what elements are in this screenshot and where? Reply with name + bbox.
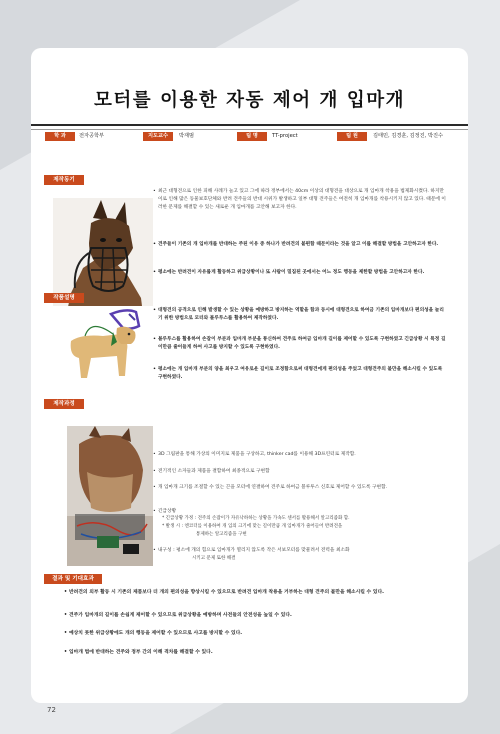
description-paragraph-2 <box>153 336 448 352</box>
process-text-4: 긴급상황 <box>158 509 177 514</box>
motivation-text-2: 견주들이 기존의 개 입마개를 반대하는 주된 이유 중 하나가 반려견의 불편함 때문이라는 것을 알고 이를 해결할 방법을 고안하고자 한다. <box>158 242 439 247</box>
results-text-4: 입마개 법에 반대하는 견주와 정부 간의 이해 격차를 해결할 수 있다. <box>69 650 213 655</box>
process-paragraph-5-cont: 시키고 문제 또한 해결 <box>192 556 236 561</box>
page-number: 72 <box>47 706 56 714</box>
bullet: • <box>64 590 68 595</box>
process-paragraph-3 <box>153 484 448 492</box>
advisor-label: 지도교수 <box>143 132 173 141</box>
bullet: • <box>64 650 68 655</box>
motivation-paragraph-2 <box>153 241 448 249</box>
bullet: • <box>153 452 156 457</box>
bullet: • <box>153 337 156 342</box>
motivation-paragraph-1 <box>153 188 448 212</box>
process-sub-1: * 긴급상황 가정 : 견주의 손잡이가 자유낙하하는 상황을 가속도 센서를 활용해서 알고리즘화 함. <box>162 516 350 521</box>
description-paragraph-3 <box>153 366 448 382</box>
process-paragraph-2 <box>153 468 448 476</box>
labrador-photo <box>51 306 161 386</box>
results-paragraph-1 <box>64 589 439 597</box>
results-paragraph-4 <box>64 649 439 657</box>
process-text-5: 내구성 : 평소에 개의 힘으로 입마개가 열리지 않도록 작은 서보모터를 맞물려서 전력을 최소화 <box>158 548 350 553</box>
bullet: • <box>153 469 156 474</box>
description-text-2: 블루투스를 활용하여 손잡이 부분과 입마개 부분을 통신하여 견주로 하여금 입마개 길이를 제어할 수 있도록 구현하였고 긴급상황 시 특정 길이만큼 줄어들게 하여 사고를 방지할 수 있도록 구현하였다. <box>158 337 446 350</box>
results-paragraph-2 <box>64 612 439 620</box>
description-paragraph-1 <box>153 307 448 323</box>
results-text-3: 예상치 못한 위급상황에도 개의 행동을 제어할 수 있으므로 사고를 방지할 수 있다. <box>69 631 243 636</box>
process-text-3: 개 입마개 크기를 조절할 수 있는 끈을 모터에 연결하여 견주로 하여금 블루투스 신호로 제어할 수 있도록 구현함. <box>158 485 388 490</box>
motivation-text-3: 평소에는 반려견이 자유롭게 활동하고 위급상황이나 또 사람이 밀집된 곳에서는 어느 정도 행동을 제한할 방법을 고안하고자 한다. <box>158 270 425 275</box>
bullet: • <box>64 613 68 618</box>
description-text-3: 평소에는 개 입마개 부분의 양을 최우고 여유로운 길이로 조정함으로써 대형견에게 편의성을 주었고 대형견주의 불만을 해소시킬 수 있도록 구현하였다. <box>158 367 443 380</box>
members-label: 팀 원 <box>337 132 367 141</box>
results-text-2: 견주가 입마개의 길이를 손쉽게 제어할 수 있으므로 위급상황을 예방하며 사전들의 안전성을 높일 수 있다. <box>69 613 292 618</box>
process-sub-2: * 발생 시 : 엔코더를 이용하여 개 입의 크기에 맞는 길이만큼 개 입마개가 줄어들어 반려견을 <box>162 524 343 529</box>
process-text-1: 3D 그림판을 통해 가상의 이미지로 제품을 구상하고, thinker cad를 이용해 3D프린터로 제작함. <box>158 452 356 457</box>
members-value: 김태민, 김경훈, 김정진, 박진수 <box>373 133 444 139</box>
poster-sheet <box>31 48 468 703</box>
team-value: TT-project <box>272 133 298 139</box>
bullet: • <box>153 189 156 194</box>
advisor-value: 박재범 <box>179 133 195 139</box>
motivation-text-1: 최근 대형견으로 인한 피해 사례가 늘고 있고 그에 따라 정부에서는 40cm 이상의 대형견을 대상으로 개 입마개 착용을 법제화시켰다. 하지만 이로 인해 많은 동물보호단체와 반려 견주들의 반대 시위가 발생하고 일부 대형 견주들은 여전히 개 입마개를 착용시키지 않고 있다. 때문에 이러한 문제를 해결할 수 있는 새로운 개 입마개를 고안해 보고자 한다. <box>158 189 446 210</box>
team-label: 팀 명 <box>237 132 267 141</box>
results-text-1: 반려견의 외부 활동 시 기존의 제품보다 더 개의 편의성을 향상시킬 수 있으므로 반려견 입마개 착용을 거부하는 대형 견주의 불만을 해소시킬 수 있다. <box>69 590 384 595</box>
prototype-photo <box>67 426 153 566</box>
section-label-results: 결과 및 기대효과 <box>44 574 102 584</box>
info-bar <box>45 132 458 142</box>
page-title: 모터를 이용한 자동 제어 개 입마개 <box>94 90 405 111</box>
dept-value: 전자공학부 <box>79 133 105 139</box>
process-text-2: 전기적인 소자들과 제품을 결합하여 최종적으로 구현함 <box>158 469 270 474</box>
title-rule <box>31 124 468 126</box>
motivation-paragraph-3 <box>153 269 448 277</box>
bullet: • <box>153 270 156 275</box>
section-label-process: 제작과정 <box>44 399 84 409</box>
bullet: • <box>153 367 156 372</box>
bullet: • <box>153 548 156 553</box>
process-paragraph-5 <box>153 547 448 555</box>
results-paragraph-3 <box>64 630 439 638</box>
bullet: • <box>64 631 68 636</box>
bullet: • <box>153 308 156 313</box>
title-rule-thin <box>31 129 468 130</box>
section-label-description: 작품설명 <box>44 293 84 303</box>
bullet: • <box>153 509 156 514</box>
bullet: • <box>153 242 156 247</box>
process-paragraph-1 <box>153 451 448 459</box>
dept-label: 학 과 <box>45 132 75 141</box>
section-label-motivation: 제작동기 <box>44 175 84 185</box>
process-sub-3: 통제하는 알고리즘을 구현 <box>196 532 247 537</box>
bullet: • <box>153 485 156 490</box>
description-text-1: 대형견의 공격으로 인해 발생할 수 있는 상황을 예방하고 방지하는 역할을 함과 동시에 대형견으로 하여금 기존의 입마개보다 편의성을 늘리기 위한 방법으로 모터와 블루투스를 활용하여 제작하였다. <box>158 308 444 321</box>
